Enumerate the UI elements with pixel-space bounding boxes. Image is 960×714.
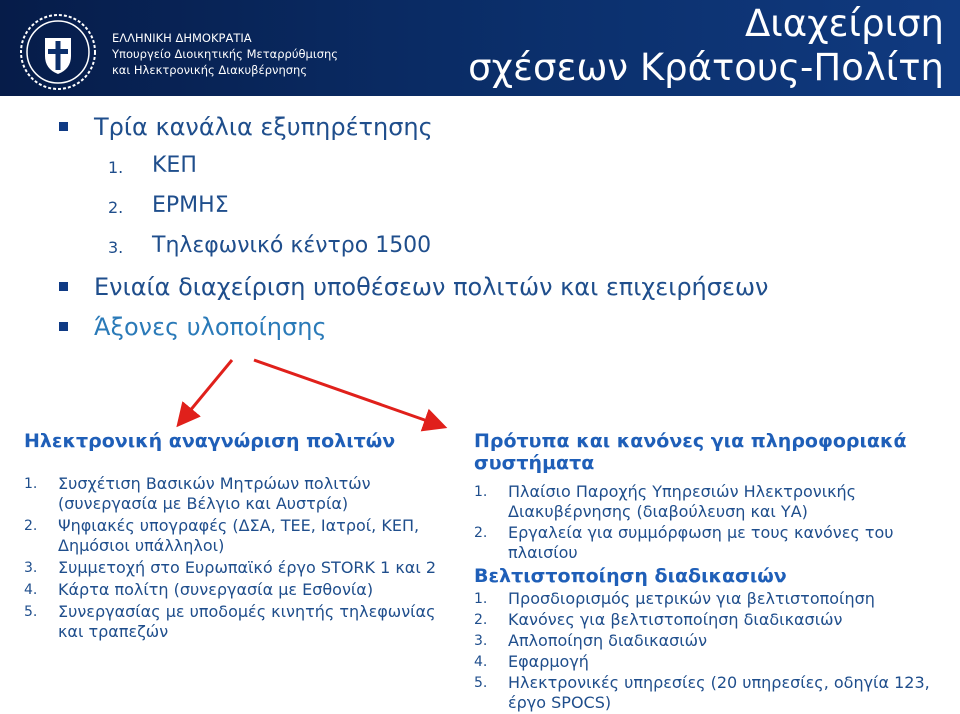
right-column-list	[474, 482, 944, 563]
square-bullet-icon	[59, 122, 68, 131]
sub-item	[56, 228, 936, 268]
list-item-number: 4.	[24, 582, 38, 598]
right-column-title: Πρότυπα και κανόνες για πληροφοριακά συστήματα	[474, 430, 907, 474]
list-item-number: 3.	[24, 560, 38, 576]
arrow-left-icon	[184, 360, 232, 418]
organization-name	[112, 30, 338, 78]
list-item-number: 4.	[474, 654, 488, 670]
bullet-text: Τρία κανάλια εξυπηρέτησης	[94, 113, 433, 141]
org-line-2: Υπουργείο Διοικητικής Μεταρρύθμισης	[112, 47, 339, 61]
list-item-text: Απλοποίηση διαδικασιών	[508, 631, 707, 650]
greek-coat-of-arms-icon	[18, 12, 98, 92]
list-item-text: Προσδιορισμός μετρικών για βελτιστοποίηση	[508, 589, 875, 608]
bullet-text: Ενιαία διαχείριση υποθέσεων πολιτών και επιχειρήσεων	[94, 273, 769, 301]
list-item-text: Εργαλεία για συμμόρφωση με τους κανόνες του πλαισίου	[508, 523, 894, 562]
list-item-text: Συνεργασίας με υποδομές κινητής τηλεφωνίας και τραπεζών	[58, 602, 436, 641]
sub-item-number: 3.	[108, 238, 124, 257]
list-item	[474, 631, 944, 651]
list-item	[24, 580, 444, 600]
list-item-number: 1.	[474, 484, 488, 500]
list-item-number: 1.	[474, 591, 488, 607]
left-column-list	[24, 474, 444, 642]
list-item-text: Συμμετοχή στο Ευρωπαϊκό έργο STORK 1 και 2	[58, 558, 437, 577]
sub-item-text: Τηλεφωνικό κέντρο 1500	[152, 233, 432, 258]
arrow-right-icon	[254, 360, 436, 424]
sub-item-number: 2.	[108, 198, 124, 217]
list-item-text: Ηλεκτρονικές υπηρεσίες (20 υπηρεσίες, οδηγία 123, έργο SPOCS)	[508, 673, 930, 712]
list-item-number: 2.	[24, 518, 38, 534]
org-line-1: ΕΛΛΗΝΙΚΗ ΔΗΜΟΚΡΑΤΙΑ	[112, 31, 252, 45]
list-item	[474, 482, 944, 522]
list-item	[24, 516, 444, 556]
list-item	[474, 610, 944, 630]
list-item	[24, 474, 444, 514]
list-item-text: Συσχέτιση Βασικών Μητρώων πολιτών (συνεργασία με Βέλγιο και Αυστρία)	[58, 474, 371, 513]
sub-item-text: ΕΡΜΗΣ	[152, 193, 229, 218]
right-column-list-2	[474, 589, 944, 713]
left-column	[24, 430, 444, 644]
list-item	[474, 589, 944, 609]
square-bullet-icon	[59, 282, 68, 291]
bullet-item	[56, 108, 936, 148]
org-line-3: και Ηλεκτρονικής Διακυβέρνησης	[112, 63, 308, 77]
slide-title-line-2: σχέσεων Κράτους-Πολίτη	[468, 46, 944, 89]
list-item-number: 5.	[474, 675, 488, 691]
list-item-text: Εφαρμογή	[508, 652, 589, 671]
list-item	[474, 673, 944, 713]
list-item-number: 3.	[474, 633, 488, 649]
list-item-text: Κάρτα πολίτη (συνεργασία με Εσθονία)	[58, 580, 374, 599]
slide-header	[0, 0, 960, 96]
left-column-title: Ηλεκτρονική αναγνώριση πολιτών	[24, 430, 396, 452]
bullet-text: Άξονες υλοποίησης	[94, 313, 327, 341]
bullet-item	[56, 308, 936, 348]
slide-title	[468, 2, 944, 90]
square-bullet-icon	[59, 322, 68, 331]
sub-item-number: 1.	[108, 158, 124, 177]
list-item-number: 2.	[474, 612, 488, 628]
list-item-text: Κανόνες για βελτιστοποίηση διαδικασιών	[508, 610, 843, 629]
list-item	[24, 558, 444, 578]
list-item-number: 2.	[474, 525, 488, 541]
right-column	[474, 430, 944, 714]
list-item-text: Ψηφιακές υπογραφές (ΔΣΑ, ΤΕΕ, Ιατροί, ΚΕΠ, Δημόσιοι υπάλληλοι)	[58, 516, 420, 555]
sub-item-text: ΚΕΠ	[152, 153, 197, 178]
main-bullet-list	[56, 108, 936, 348]
bullet-item	[56, 268, 936, 308]
sub-item	[56, 188, 936, 228]
list-item	[474, 652, 944, 672]
list-item	[24, 602, 444, 642]
sub-item	[56, 148, 936, 188]
right-column-subtitle: Βελτιστοποίηση διαδικασιών	[474, 565, 787, 587]
list-item-text: Πλαίσιο Παροχής Υπηρεσιών Ηλεκτρονικής Διακυβέρνησης (διαβούλευση και ΥΑ)	[508, 482, 857, 521]
list-item-number: 5.	[24, 604, 38, 620]
slide-title-line-1: Διαχείριση	[744, 2, 944, 45]
list-item-number: 1.	[24, 476, 38, 492]
list-item	[474, 523, 944, 563]
